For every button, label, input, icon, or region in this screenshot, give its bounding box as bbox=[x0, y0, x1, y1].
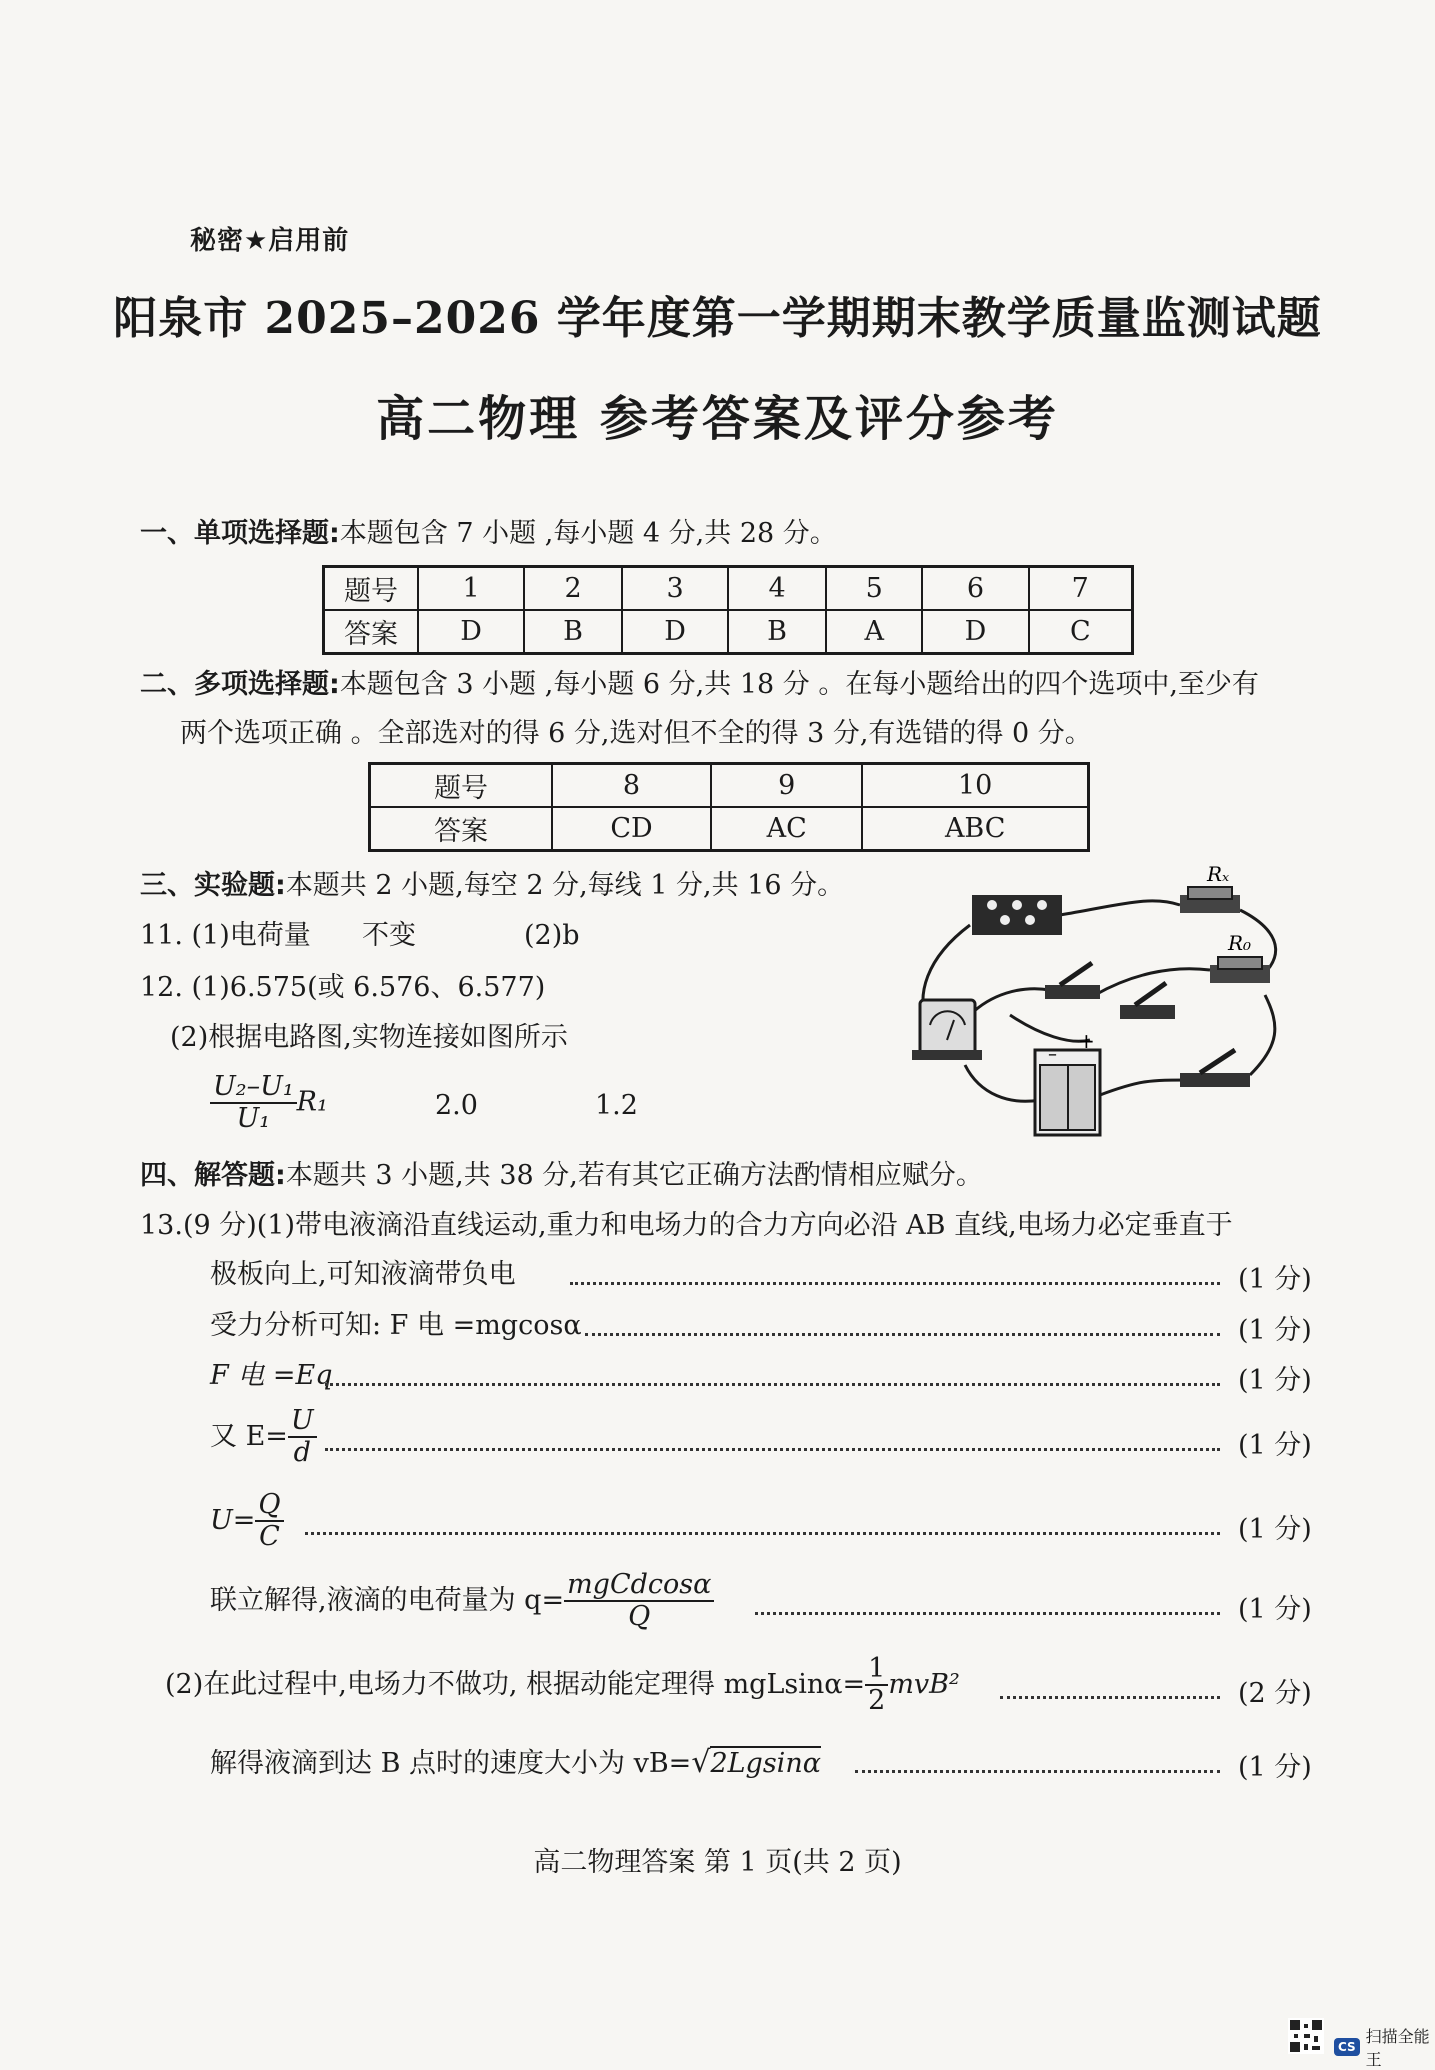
section-2-desc: 两个选项正确 。全部选对的得 6 分,选对但不全的得 3 分,有选错的得 0 分。 bbox=[180, 718, 1092, 749]
section-1-heading: 一、单项选择题:本题包含 7 小题 ,每小题 4 分,共 28 分。 bbox=[140, 518, 837, 549]
label-plus: + bbox=[1078, 1029, 1095, 1053]
leader-dots bbox=[570, 1282, 1220, 1285]
table-cell: 4 bbox=[728, 567, 826, 611]
q11-part1-b: 不变 bbox=[362, 920, 416, 951]
q13-heading: 13.(9 分)(1)带电液滴沿直线运动,重力和电场力的合力方向必沿 AB 直线,电场力必定垂直于 bbox=[140, 1210, 1233, 1241]
scanner-watermark: CS 扫描全能王 bbox=[1334, 2024, 1435, 2070]
table-cell: AC bbox=[711, 807, 862, 851]
switch-2 bbox=[1120, 983, 1175, 1019]
table-cell: D bbox=[622, 610, 728, 654]
table-cell: 2 bbox=[524, 567, 622, 611]
voltmeter bbox=[912, 1000, 982, 1060]
q12-value-2: 1.2 bbox=[595, 1090, 638, 1121]
q11-part2: (2)b bbox=[524, 920, 580, 951]
label-rx: Rₓ bbox=[1207, 865, 1230, 886]
multi-choice-answer-table bbox=[368, 762, 1090, 852]
q13-step-4: 又 E= $\frac{U}{d}$ bbox=[210, 1406, 317, 1468]
q12-value-1: 2.0 bbox=[435, 1090, 478, 1121]
leader-dots bbox=[585, 1333, 1220, 1336]
score-label: (1 分) bbox=[1238, 1594, 1312, 1625]
table-row bbox=[324, 610, 1133, 654]
table-cell: 答案 bbox=[370, 807, 553, 851]
table-cell: B bbox=[524, 610, 622, 654]
table-cell: 答案 bbox=[324, 610, 419, 654]
table-row bbox=[370, 807, 1089, 851]
table-cell: C bbox=[1029, 610, 1133, 654]
q13-part2-step-2: 解得液滴到达 B 点时的速度大小为 vB=√2Lgsinα bbox=[210, 1745, 821, 1780]
table-cell: 7 bbox=[1029, 567, 1133, 611]
score-label: (1 分) bbox=[1238, 1315, 1312, 1346]
score-label: (1 分) bbox=[1238, 1264, 1312, 1295]
table-cell: 题号 bbox=[370, 764, 553, 808]
table-cell: D bbox=[922, 610, 1028, 654]
table-cell: ABC bbox=[862, 807, 1088, 851]
table-cell: 6 bbox=[922, 567, 1028, 611]
score-label: (1 分) bbox=[1238, 1430, 1312, 1461]
leader-dots bbox=[325, 1448, 1220, 1451]
table-cell: B bbox=[728, 610, 826, 654]
leader-dots bbox=[325, 1383, 1220, 1386]
scanner-logo-icon: CS bbox=[1334, 2038, 1360, 2056]
q12-part1: 12. (1)6.575(或 6.576、6.577) bbox=[140, 972, 546, 1003]
table-cell: 1 bbox=[418, 567, 524, 611]
confidential-mark: 秘密★启用前 bbox=[190, 226, 350, 256]
q13-step-1: 极板向上,可知液滴带负电 bbox=[210, 1259, 516, 1290]
circuit-diagram bbox=[910, 865, 1290, 1140]
q13-part2-step-1: (2)在此过程中,电场力不做功, 根据动能定理得 mgLsinα= $\frac{1}{2}$ mvB² bbox=[165, 1653, 960, 1716]
battery bbox=[1035, 1029, 1100, 1135]
exam-title: 阳泉市 2025–2026 学年度第一学期期末教学质量监测试题 bbox=[113, 293, 1322, 344]
table-cell: D bbox=[418, 610, 524, 654]
q13-step-3: F 电 =Eq bbox=[210, 1360, 333, 1391]
q13-step-6: 联立解得,液滴的电荷量为 q= $\frac{\text{mgCdcosα}}{Q}$ bbox=[210, 1570, 714, 1632]
table-cell: 题号 bbox=[324, 567, 419, 611]
q12-part2: (2)根据电路图,实物连接如图所示 bbox=[170, 1022, 568, 1053]
switch-3 bbox=[1180, 1050, 1250, 1087]
page-footer: 高二物理答案 第 1 页(共 2 页) bbox=[533, 1847, 902, 1878]
q13-step-2: 受力分析可知: F 电 =mgcosα bbox=[210, 1310, 582, 1341]
table-cell: 8 bbox=[552, 764, 711, 808]
score-label: (1 分) bbox=[1238, 1514, 1312, 1545]
resistor-rx bbox=[1180, 865, 1240, 913]
resistor-r0 bbox=[1210, 931, 1270, 983]
section-3-heading: 三、实验题:本题共 2 小题,每空 2 分,每线 1 分,共 16 分。 bbox=[140, 870, 845, 901]
label-r0: R₀ bbox=[1228, 931, 1252, 955]
leader-dots bbox=[855, 1770, 1220, 1773]
single-choice-answer-table bbox=[322, 565, 1134, 655]
table-cell: 5 bbox=[826, 567, 922, 611]
leader-dots bbox=[755, 1612, 1220, 1615]
table-cell: 10 bbox=[862, 764, 1088, 808]
resistance-box bbox=[972, 895, 1062, 935]
q11-part1: 11. (1)电荷量 bbox=[140, 920, 311, 951]
section-4-heading: 四、解答题:本题共 3 小题,共 38 分,若有其它正确方法酌情相应赋分。 bbox=[140, 1160, 983, 1191]
leader-dots bbox=[305, 1532, 1220, 1535]
table-row bbox=[370, 764, 1089, 808]
score-label: (1 分) bbox=[1238, 1365, 1312, 1396]
table-cell: CD bbox=[552, 807, 711, 851]
table-cell: 3 bbox=[622, 567, 728, 611]
section-2-heading: 二、多项选择题:本题包含 3 小题 ,每小题 6 分,共 18 分 。在每小题给出的四个选项中,至少有 bbox=[140, 669, 1259, 700]
table-row bbox=[324, 567, 1133, 611]
label-minus: – bbox=[1048, 1044, 1057, 1065]
leader-dots bbox=[1000, 1696, 1220, 1699]
switch-1 bbox=[1045, 963, 1100, 999]
qr-code-icon bbox=[1288, 2018, 1324, 2054]
q13-step-5: U= $\frac{Q}{C}$ bbox=[210, 1490, 284, 1552]
score-label: (2 分) bbox=[1238, 1678, 1312, 1709]
score-label: (1 分) bbox=[1238, 1752, 1312, 1783]
table-cell: 9 bbox=[711, 764, 862, 808]
table-cell: A bbox=[826, 610, 922, 654]
q12-formula: $\frac{\text{U₂–U₁}}{\text{U₁}}$ R₁ bbox=[210, 1072, 328, 1134]
page-title: 高二物理 参考答案及评分参考 bbox=[376, 391, 1059, 447]
